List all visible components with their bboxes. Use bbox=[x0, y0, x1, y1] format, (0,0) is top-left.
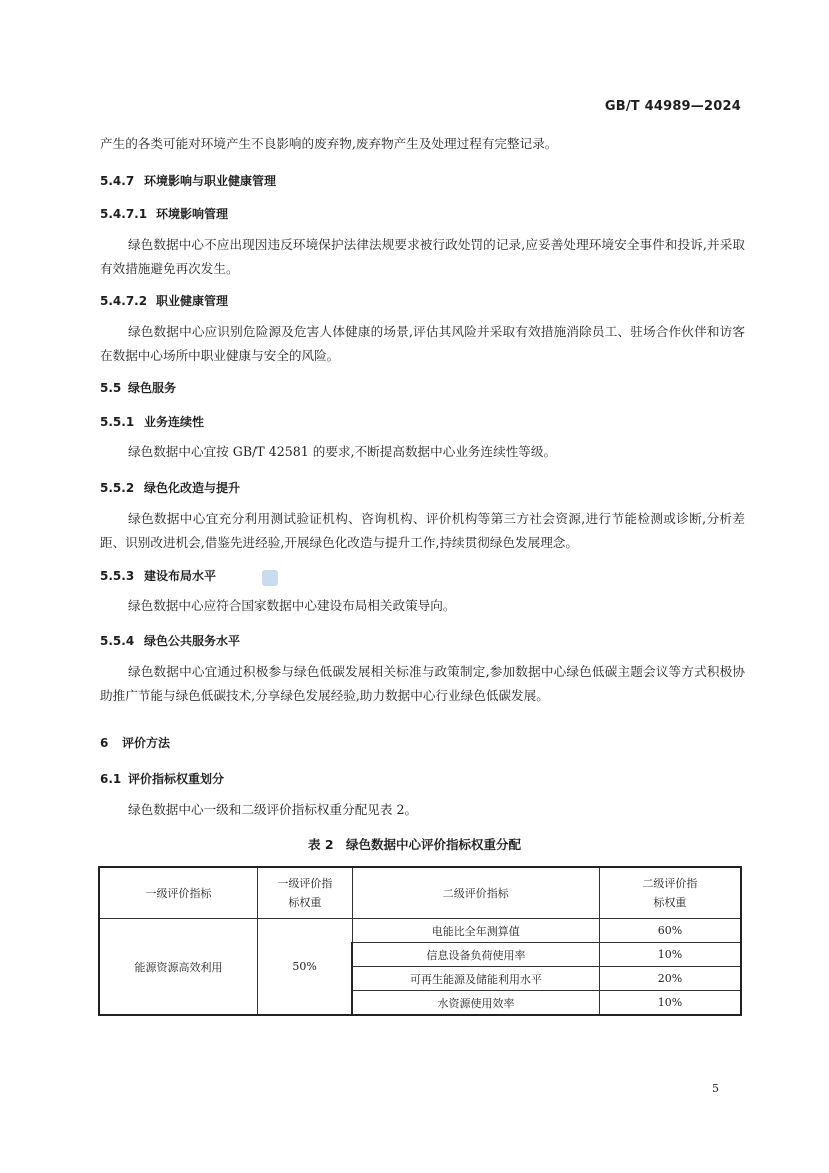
section-number: 5.5.3 bbox=[100, 569, 135, 583]
section-5-5-3-heading bbox=[100, 567, 216, 584]
section-number: 5.5 bbox=[100, 381, 122, 395]
section-number: 6.1 bbox=[100, 772, 122, 786]
table-header-row bbox=[99, 867, 741, 919]
section-6-1-heading bbox=[100, 770, 224, 787]
level2-indicator-cell: 水资源使用效率 bbox=[352, 991, 599, 1016]
section-title: 绿色服务 bbox=[128, 381, 177, 395]
section-5-5-2-heading bbox=[100, 479, 240, 496]
paragraph-6-1: 绿色数据中心一级和二级评价指标权重分配见表 2。 bbox=[128, 802, 418, 817]
header-level1-weight: 一级评价指 标权重 bbox=[257, 867, 352, 919]
watermark-logo bbox=[262, 570, 278, 586]
paragraph-5-4-7-1: 绿色数据中心不应出现因违反环境保护法律法规要求被行政处罚的记录,应妥善处理环境安全事件和投诉,并采取有效措施避免再次发生。 bbox=[100, 237, 745, 276]
page-number: 5 bbox=[712, 1082, 719, 1095]
section-number: 5.4.7.1 bbox=[100, 207, 148, 221]
paragraph-5-5-2: 绿色数据中心宜充分利用测试验证机构、咨询机构、评价机构等第三方社会资源,进行节能检测或诊断,分析差距、识别改进机会,借鉴先进经验,开展绿色化改造与提升工作,持续贯彻绿色发展理念。 bbox=[100, 511, 745, 550]
standard-code: GB/T 44989—2024 bbox=[604, 99, 741, 114]
section-number: 6 bbox=[100, 736, 109, 750]
section-number: 5.4.7.2 bbox=[100, 294, 148, 308]
section-title: 职业健康管理 bbox=[156, 294, 229, 308]
section-5-5-4-heading bbox=[100, 632, 240, 649]
level2-weight-cell: 10% bbox=[599, 943, 741, 967]
table-row bbox=[99, 919, 741, 943]
level1-indicator-cell: 能源资源高效利用 bbox=[99, 919, 257, 1016]
table-title: 表 2 绿色数据中心评价指标权重分配 bbox=[307, 837, 522, 852]
level1-weight-cell: 50% bbox=[257, 919, 352, 1016]
paragraph-5-4-7-2: 绿色数据中心应识别危险源及危害人体健康的场景,评估其风险并采取有效措施消除员工、驻场合作伙伴和访客在数据中心场所中职业健康与安全的风险。 bbox=[100, 324, 745, 363]
section-title: 绿色化改造与提升 bbox=[144, 481, 241, 495]
section-title: 评价指标权重划分 bbox=[128, 772, 225, 786]
section-5-4-7-1-heading bbox=[100, 205, 228, 222]
section-title: 环境影响与职业健康管理 bbox=[144, 174, 277, 188]
section-title: 建设布局水平 bbox=[144, 569, 217, 583]
level2-weight-cell: 10% bbox=[599, 991, 741, 1016]
level2-indicator-cell: 信息设备负荷使用率 bbox=[352, 943, 599, 967]
weight-table bbox=[98, 866, 742, 1016]
header-level1-indicator: 一级评价指标 bbox=[99, 867, 257, 919]
level2-indicator-cell: 电能比全年测算值 bbox=[352, 919, 599, 943]
header-level2-weight: 二级评价指 标权重 bbox=[599, 867, 741, 919]
section-number: 5.4.7 bbox=[100, 174, 135, 188]
level2-weight-cell: 60% bbox=[599, 919, 741, 943]
section-5-5-1-heading bbox=[100, 413, 204, 430]
level2-indicator-cell: 可再生能源及储能利用水平 bbox=[352, 967, 599, 991]
section-number: 5.5.4 bbox=[100, 634, 135, 648]
section-number: 5.5.2 bbox=[100, 481, 135, 495]
section-title: 绿色公共服务水平 bbox=[144, 634, 241, 648]
paragraph-5-5-1: 绿色数据中心宜按 GB/T 42581 的要求,不断提高数据中心业务连续性等级。 bbox=[128, 444, 557, 459]
paragraph-5-5-3: 绿色数据中心应符合国家数据中心建设布局相关政策导向。 bbox=[128, 598, 456, 613]
section-title: 环境影响管理 bbox=[156, 207, 229, 221]
section-title: 评价方法 bbox=[122, 736, 171, 750]
section-5-4-7-2-heading bbox=[100, 292, 228, 309]
level2-weight-cell: 20% bbox=[599, 967, 741, 991]
header-level2-indicator: 二级评价指标 bbox=[352, 867, 599, 919]
section-title: 业务连续性 bbox=[144, 415, 205, 429]
section-6-heading bbox=[100, 734, 170, 751]
section-number: 5.5.1 bbox=[100, 415, 135, 429]
paragraph-5-5-4: 绿色数据中心宜通过积极参与绿色低碳发展相关标准与政策制定,参加数据中心绿色低碳主题会议等方式积极协助推广节能与绿色低碳技术,分享绿色发展经验,助力数据中心行业绿色低碳发展。 bbox=[100, 664, 745, 703]
section-5-4-7-heading bbox=[100, 172, 276, 189]
section-5-5-heading bbox=[100, 379, 176, 396]
paragraph-continuation: 产生的各类可能对环境产生不良影响的废弃物,废弃物产生及处理过程有完整记录。 bbox=[100, 136, 558, 151]
